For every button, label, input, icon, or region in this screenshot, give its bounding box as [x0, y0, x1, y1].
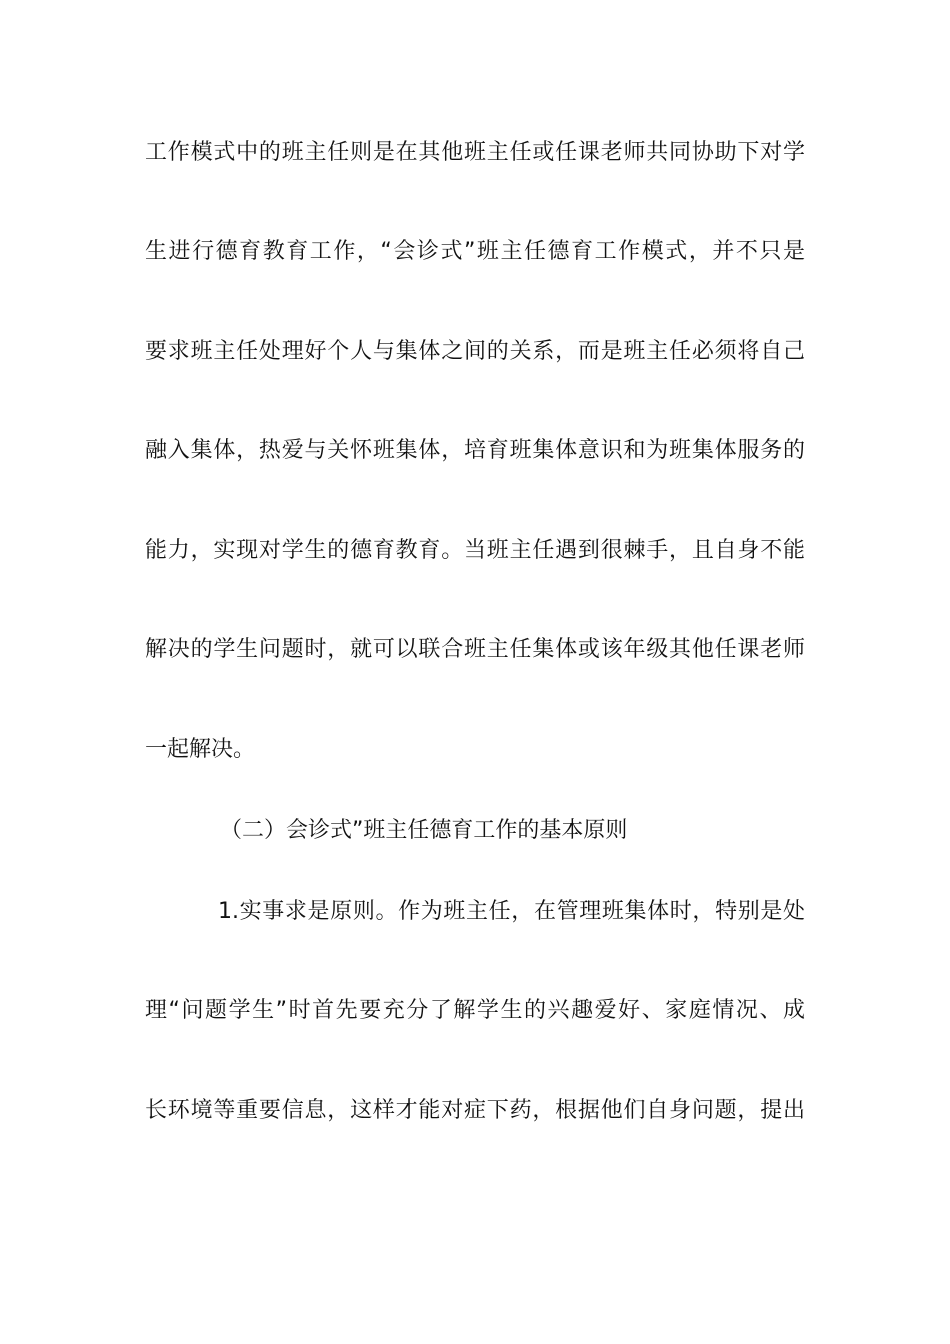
paragraph-line: 理“问题学生”时首先要充分了解学生的兴趣爱好、家庭情况、成 — [145, 998, 805, 1023]
paragraph-line: 能力，实现对学生的德育教育。当班主任遇到很棘手，且自身不能 — [145, 538, 805, 563]
principle-first-line: 1.实事求是原则。作为班主任，在管理班集体时，特别是处 — [218, 899, 805, 924]
paragraph-line: 解决的学生问题时，就可以联合班主任集体或该年级其他任课老师 — [145, 637, 805, 662]
section-heading: （二）会诊式”班主任德育工作的基本原则 — [220, 818, 628, 843]
paragraph-line: 长环境等重要信息，这样才能对症下药，根据他们自身问题，提出 — [145, 1098, 805, 1123]
paragraph-line: 要求班主任处理好个人与集体之间的关系，而是班主任必须将自己 — [145, 339, 805, 364]
paragraph-line: 工作模式中的班主任则是在其他班主任或任课老师共同协助下对学 — [145, 140, 805, 165]
paragraph-line: 融入集体，热爱与关怀班集体，培育班集体意识和为班集体服务的 — [145, 438, 805, 463]
paragraph-line: 生进行德育教育工作，“会诊式”班主任德育工作模式，并不只是 — [145, 239, 805, 264]
paragraph-line: 一起解决。 — [145, 737, 256, 762]
